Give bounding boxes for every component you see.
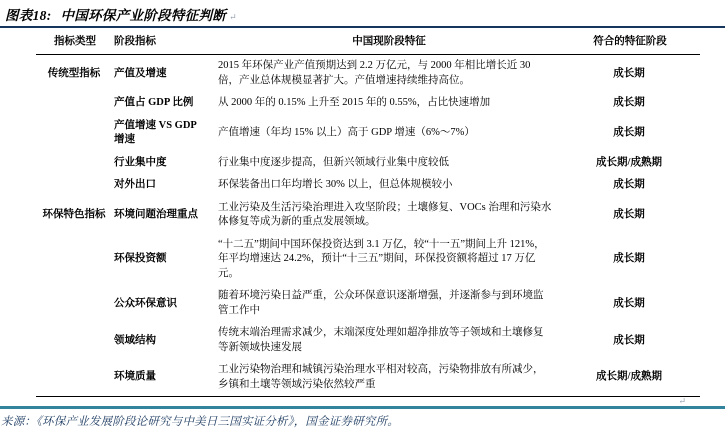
category-cell: 环保特色指标 [42,209,106,221]
table-header [36,29,700,55]
category-cell: 传统型指标 [47,67,101,79]
indicator-cell: 行业集中度 [114,156,167,168]
feature-cell: 从 2000 年的 0.15% 上升至 2015 年的 0.55%，占比快速增加 [218,97,491,109]
table-row [36,197,700,234]
stage-cell: 成长期 [613,334,645,346]
figure-title-text: 中国环保产业阶段特征判断 [60,8,227,23]
table-row [36,92,700,114]
table-row [36,234,700,285]
stage-characteristics-table [36,29,700,397]
indicator-cell: 环境问题治理重点 [114,209,198,221]
indicator-cell: 环境质量 [114,371,156,383]
stage-cell: 成长期/成熟期 [596,156,662,168]
category-cell [36,322,114,359]
indicator-cell: 公众环保意识 [114,297,177,309]
feature-cell: 行业集中度逐步提高，但新兴领域行业集中度较低 [218,156,449,168]
category-cell [36,115,114,152]
figure-number-label: 图表18: [5,8,52,23]
indicator-cell: 领域结构 [114,334,156,346]
column-header-indicator-type: 指标类型 [36,29,114,55]
category-cell [36,92,114,114]
table-row [36,115,700,152]
stage-cell: 成长期 [613,253,645,265]
source-note: 来源：《环保产业发展阶段论研究与中美日三国实证分析》，国金证券研究所。 [1,415,399,428]
table-row [36,322,700,359]
indicator-cell: 环保投资额 [114,253,167,265]
indicator-cell: 产值及增速 [114,67,167,79]
indicator-cell: 产值增速 VS GDP 增速 [114,119,197,146]
table-row [36,152,700,174]
stage-cell: 成长期 [613,179,645,191]
stage-cell: 成长期 [613,209,645,221]
paragraph-mark-icon: ↵ [229,12,237,22]
feature-cell: 工业污染及生活污染治理进入攻坚阶段；土壤修复、VOCs 治理和污染水体修复等成为新的重点发展领域。 [218,201,552,228]
table-row [36,174,700,196]
table-row [36,359,700,396]
table-row [36,55,700,92]
column-header-current-feature: 中国现阶段特征 [218,29,560,55]
category-cell [36,285,114,322]
feature-cell: 2015 年环保产业产值预期达到 2.2 万亿元，与 2000 年相比增长近 30 倍，产业总体规模显著扩大。产值增速持续维持高位。 [218,60,531,86]
indicator-cell: 产值占 GDP 比例 [114,97,194,109]
stage-cell: 成长期 [613,297,645,309]
category-cell [36,234,114,285]
paragraph-mark-icon: ↵ [678,396,686,407]
category-cell [36,174,114,196]
category-cell [36,152,114,174]
table-body [36,55,700,397]
column-header-matched-stage: 符合的特征阶段 [560,29,700,55]
figure-header [0,0,725,28]
stage-cell: 成长期 [613,97,645,109]
feature-cell: 产值增速（年均 15% 以上）高于 GDP 增速（6%～7%） [218,127,475,139]
stage-cell: 成长期/成熟期 [596,371,662,383]
figure-title [5,4,226,24]
feature-cell: 随着环境污染日益严重，公众环保意识逐渐增强，并逐渐参与到环境监管工作中 [218,290,544,316]
table-row [36,285,700,322]
column-header-stage-indicator: 阶段指标 [114,29,218,55]
category-cell [36,359,114,396]
stage-cell: 成长期 [613,67,645,79]
table-header-row [36,29,700,55]
feature-cell: 工业污染物治理和城镇污染治理水平相对较高，污染物排放有所减少，乡镇和土壤等领域污染依然较严重 [218,364,544,390]
feature-cell: “十二五”期间中国环保投资达到 3.1 万亿，较“十一五”期间上升 121%，年平均增速达 24.2%，预计“十三五”期间，环保投资额将超过 17 万亿元。 [218,238,545,279]
feature-cell: 传统末端治理需求减少，末端深度处理如超净排放等子领域和土壤修复等新领域快速发展 [218,327,544,353]
stage-cell: 成长期 [613,127,645,139]
indicator-cell: 对外出口 [114,179,156,191]
feature-cell: 环保装备出口年均增长 30% 以上，但总体规模较小 [218,179,453,191]
table-tail [0,396,700,405]
